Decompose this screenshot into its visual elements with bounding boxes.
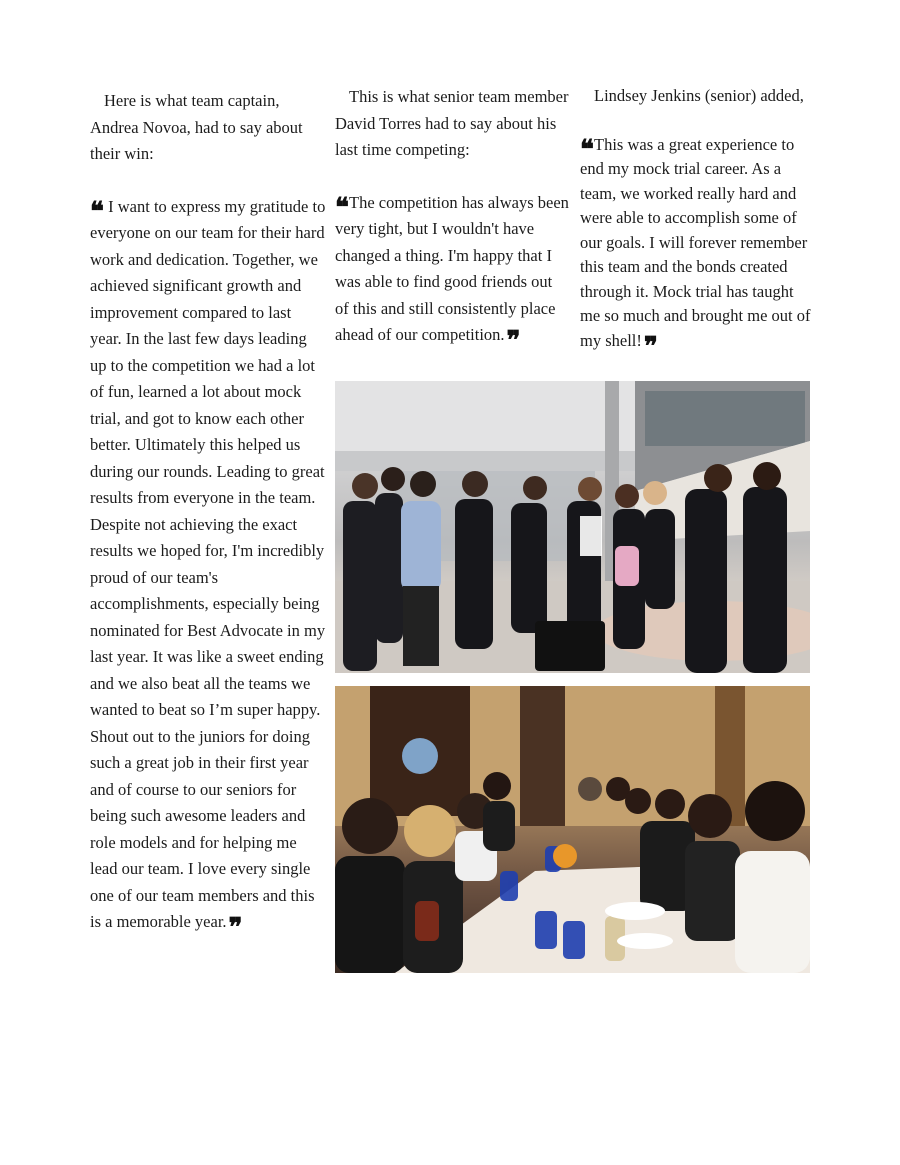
close-quote-icon: ❞ xyxy=(228,913,241,943)
team-photo-illustration xyxy=(335,381,810,673)
team-dinner-photo xyxy=(335,686,810,973)
lindsey-quote xyxy=(580,133,812,362)
senior-david-quote-column xyxy=(335,84,570,356)
open-quote-icon: ❝ xyxy=(580,134,592,165)
david-quote-text: The competition has always been very tight, but I wouldn't have changed a thing. I'm happy that I was able to find good friends out of this and still consistently place ahead of our competition. xyxy=(335,192,569,344)
dinner-photo-illustration xyxy=(335,686,810,973)
david-intro: This is what senior team member David Torres had to say about his last time competing: xyxy=(335,87,569,159)
senior-lindsey-quote-column xyxy=(580,84,812,362)
team-group-photo xyxy=(335,381,810,673)
lindsey-intro: Lindsey Jenkins (senior) added, xyxy=(594,86,804,105)
captain-quote-column xyxy=(90,88,326,943)
captain-intro: Here is what team captain, Andrea Novoa, had to say about their win: xyxy=(90,91,303,163)
lindsey-quote-text: This was a great experience to end my mock trial career. As a team, we worked really hard and were able to accomplish some of our goals. I will forever remember this team and the bonds created through it. Mock trial has taught me so much and brought me out of my shell! xyxy=(580,134,811,350)
captain-quote-text: I want to express my gratitude to everyone on our team for their hard work and dedication. Together, we achieved significant growth and improvement compared to last year. In the last few days leading up to the competition we had a lot of fun, learned a lot about mock trial, and got to know each other better. Ultimately this helped us during our rounds. Leading to great results from everyone in the team. Despite not achieving the exact results we hoped for, I'm incredibly proud of our team's accomplishments, especially being nominated for Best Advocate in my last year. It was like a sweet ending and we also beat all the teams we wanted to beat so I’m super happy. Shout out to the juniors for doing such a great job in their first year and of course to our seniors for being such awesome leaders and role models and for helping me lead our team. I love every single one of our team members and this is a memorable year. xyxy=(90,196,326,931)
open-quote-icon: ❝ xyxy=(335,192,347,223)
close-quote-icon: ❞ xyxy=(643,331,656,362)
david-quote xyxy=(335,190,570,356)
close-quote-icon: ❞ xyxy=(506,326,519,356)
open-quote-icon: ❝ xyxy=(90,196,102,227)
captain-quote xyxy=(90,194,326,943)
